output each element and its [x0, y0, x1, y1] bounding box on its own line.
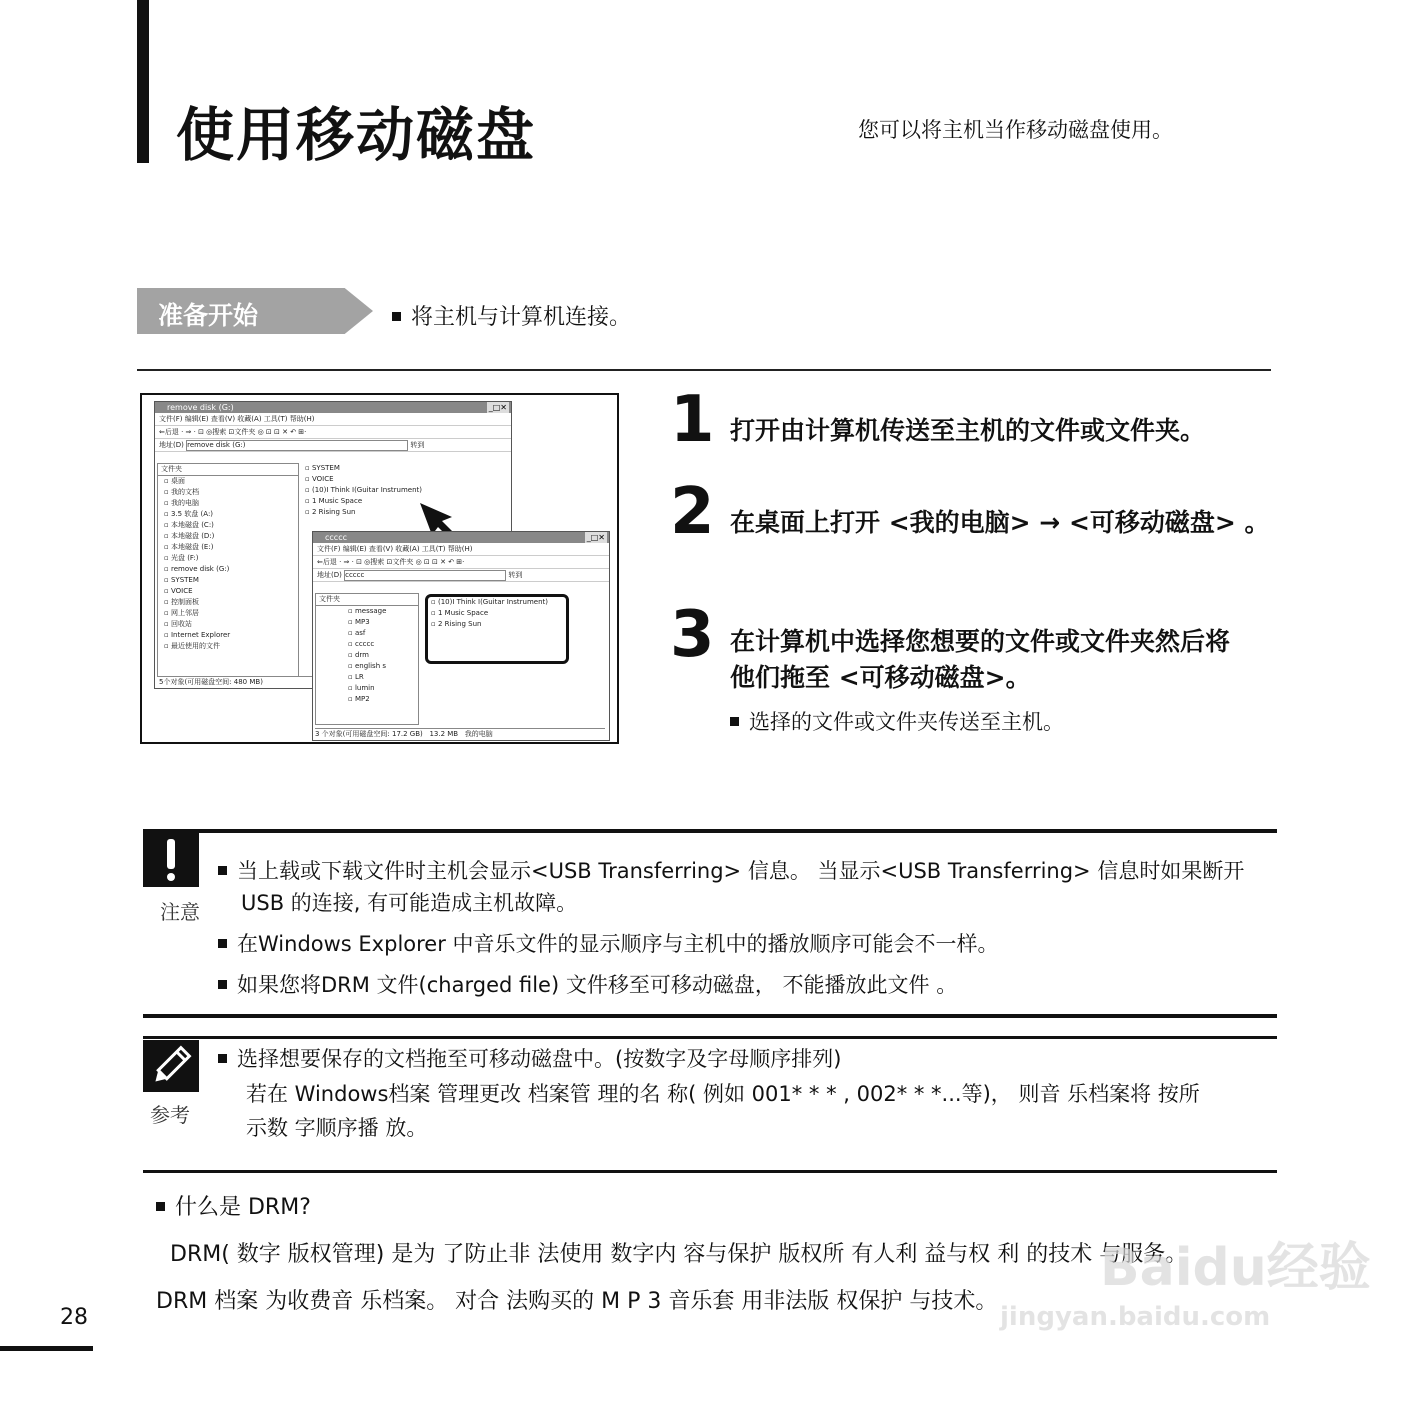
address-input[interactable]: remove disk (G:)	[186, 440, 408, 451]
folders-header: 文件夹	[158, 464, 298, 476]
address-label: 地址(D)	[159, 441, 184, 449]
note-item-text: 如果您将DRM 文件(charged file) 文件移至可移动磁盘， 不能播放此文件 。	[237, 973, 958, 997]
note-item	[218, 929, 999, 959]
reference-text-line2: 若在 Windows档案 管理更改 档案管 理的名 称( 例如 001* * * , 002* * *...等)， 则音 乐档案将 按所	[246, 1082, 1200, 1106]
page-title: 使用移动磁盘	[176, 101, 537, 169]
reference-text: 选择想要保存的文档拖至可移动磁盘中。(按数字及字母顺序排列)	[237, 1047, 842, 1071]
window-title: remove disk (G:)	[167, 403, 234, 412]
title-accent-bar	[137, 0, 149, 163]
step-number: 1	[670, 383, 715, 457]
list-item[interactable]: ▫ lumin	[348, 684, 375, 692]
watermark-logo: Baidu经验	[1100, 1238, 1371, 1298]
page-number: 28	[60, 1305, 88, 1330]
reference-label: 参考	[150, 1103, 190, 1127]
list-item[interactable]: ▫ 我的电脑	[164, 499, 199, 507]
note-item-text: 在Windows Explorer 中音乐文件的显示顺序与主机中的播放顺序可能会不一样。	[237, 932, 999, 956]
drm-text-line1: DRM( 数字 版权管理) 是为 了防止非 法使用 数字内 容与保护 版权所 有人利 益与权 利 的技术 与服务。	[170, 1242, 1188, 1267]
list-item[interactable]: ▫ (10)I Think I(Guitar Instrument)	[305, 486, 422, 494]
list-item[interactable]: ▫ 2 Rising Sun	[431, 620, 482, 628]
folder-tree	[158, 476, 298, 652]
status-bar: 5个对象(可用磁盘空间: 480 MB)	[157, 676, 499, 688]
folder-tree	[316, 606, 418, 705]
drm-text-line2: DRM 档案 为收费音 乐档案。 对合 法购买的 M P 3 音乐套 用非法版 权保护 与技术。	[156, 1289, 998, 1314]
list-item[interactable]: ▫ 1 Music Space	[431, 609, 489, 617]
prep-tag-label: 准备开始	[158, 301, 259, 330]
prep-instruction	[392, 300, 631, 331]
status-size: 13.2 MB	[429, 730, 459, 738]
list-item[interactable]: ▫ 我的文档	[164, 488, 199, 496]
status-location: 我的电脑	[464, 730, 493, 738]
list-item[interactable]: ▫ 网上邻居	[164, 609, 199, 617]
list-item[interactable]: ▫ MP2	[348, 695, 370, 703]
reference-item	[218, 1044, 841, 1074]
note-bottom-rule	[143, 1014, 1277, 1018]
step-text: 他们拖至 <可移动磁盘>。	[730, 663, 1031, 692]
step-subnote-text: 选择的文件或文件夹传送至主机。	[749, 710, 1064, 734]
note-top-rule	[143, 829, 1277, 833]
step-text: 在计算机中选择您想要的文件或文件夹然后将	[730, 627, 1231, 656]
pencil-icon	[143, 1040, 199, 1092]
list-item[interactable]: ▫ 本地磁盘 (C:)	[164, 521, 214, 529]
folder-tree-pane	[157, 463, 299, 677]
step-text: 打开由计算机传送至主机的文件或文件夹。	[730, 416, 1206, 445]
list-item[interactable]: ▫ remove disk (G:)	[164, 565, 230, 573]
bullet-icon	[392, 312, 401, 321]
list-item[interactable]: ▫ (10)I Think I(Guitar Instrument)	[431, 598, 548, 606]
list-item[interactable]: ▫ 回收站	[164, 620, 192, 628]
address-bar[interactable]	[313, 569, 609, 582]
window-title: ccccc	[325, 533, 347, 542]
list-item[interactable]: ▫ 最近使用的文件	[164, 642, 220, 650]
note-item	[218, 856, 1244, 886]
list-item[interactable]: ▫ 本地磁盘 (D:)	[164, 532, 215, 540]
step-text: 在桌面上打开 <我的电脑> → <可移动磁盘> 。	[730, 508, 1270, 537]
window-controls[interactable]: _□✕	[586, 533, 605, 542]
step-number: 2	[670, 475, 715, 549]
list-item[interactable]: ▫ 光盘 (F:)	[164, 554, 199, 562]
list-item[interactable]: ▫ MP3	[348, 618, 370, 626]
note-item-continued: USB 的连接, 有可能造成主机故障。	[241, 891, 578, 915]
note-item	[218, 970, 957, 1000]
reference-text-line3: 示数 字顺序播 放。	[246, 1116, 428, 1140]
watermark-url: jingyan.baidu.com	[1000, 1302, 1271, 1332]
bullet-icon	[156, 1202, 165, 1211]
list-item[interactable]: ▫ LR	[348, 673, 364, 681]
window-titlebar	[155, 402, 511, 413]
reference-bottom-rule	[143, 1170, 1277, 1173]
bullet-icon	[218, 939, 227, 948]
window-controls[interactable]: _□✕	[488, 403, 507, 412]
list-item[interactable]: ▫ ccccc	[348, 640, 375, 648]
folder-tree-pane	[315, 593, 419, 725]
go-button[interactable]: 转到	[508, 571, 523, 579]
bullet-icon	[218, 1054, 227, 1063]
address-label: 地址(D)	[317, 571, 342, 579]
note-item-text: 当上载或下载文件时主机会显示<USB Transferring> 信息。 当显示<USB Transferring> 信息时如果断开	[237, 859, 1245, 883]
list-item[interactable]: ▫ 1 Music Space	[305, 497, 363, 505]
file-list	[428, 597, 566, 630]
reference-top-rule	[143, 1036, 1277, 1039]
list-item[interactable]: ▫ Internet Explorer	[164, 631, 231, 639]
address-bar[interactable]	[155, 439, 511, 452]
prep-instruction-text: 将主机与计算机连接。	[411, 305, 632, 330]
toolbar[interactable]: ⇐后退 · ⇒ · ⊡ ◎搜索 ⊡文件夹 ◎ ⊡ ⊡ ✕ ↶ ⊞·	[313, 556, 609, 569]
list-item[interactable]: ▫ drm	[348, 651, 369, 659]
menu-bar[interactable]: 文件(F) 编辑(E) 查看(V) 收藏(A) 工具(T) 帮助(H)	[155, 413, 511, 426]
list-item[interactable]: ▫ 3.5 软盘 (A:)	[164, 510, 214, 518]
list-item[interactable]: ▫ VOICE	[305, 475, 334, 483]
section-divider	[137, 369, 1271, 371]
bullet-icon	[730, 717, 739, 726]
list-item[interactable]: ▫ 本地磁盘 (E:)	[164, 543, 214, 551]
drop-target-highlight	[425, 594, 569, 664]
explorer-window-ccccc	[312, 531, 610, 741]
menu-bar[interactable]: 文件(F) 编辑(E) 查看(V) 收藏(A) 工具(T) 帮助(H)	[313, 543, 609, 556]
step-subnote	[730, 706, 1064, 736]
explorer-screenshot	[140, 393, 619, 744]
list-item[interactable]: ▫ SYSTEM	[305, 464, 340, 472]
list-item[interactable]: ▫ 2 Rising Sun	[305, 508, 356, 516]
bullet-icon	[218, 866, 227, 875]
address-input[interactable]: ccccc	[344, 570, 506, 581]
exclamation-icon	[143, 831, 199, 887]
status-bar	[315, 728, 605, 740]
list-item[interactable]: ▫ message	[348, 607, 387, 615]
drm-heading	[156, 1193, 311, 1223]
list-item[interactable]: ▫ asf	[348, 629, 366, 637]
page-subtitle: 您可以将主机当作移动磁盘使用。	[858, 118, 1173, 142]
list-item[interactable]: ▫ VOICE	[164, 587, 193, 595]
page-number-rule	[0, 1346, 93, 1351]
folders-header: 文件夹	[316, 594, 418, 606]
list-item[interactable]: ▫ 桌面	[164, 477, 185, 485]
list-item[interactable]: ▫ SYSTEM	[164, 576, 199, 584]
window-titlebar	[313, 532, 609, 543]
drm-heading-text: 什么是 DRM?	[175, 1195, 311, 1220]
go-button[interactable]: 转到	[410, 441, 425, 449]
list-item[interactable]: ▫ 控制面板	[164, 598, 199, 606]
list-item[interactable]: ▫ english s	[348, 662, 387, 670]
step-number: 3	[670, 598, 715, 672]
toolbar[interactable]: ⇐后退 · ⇒ · ⊡ ◎搜索 ⊡文件夹 ◎ ⊡ ⊡ ✕ ↶ ⊞·	[155, 426, 511, 439]
status-objects: 3 个对象(可用磁盘空间: 17.2 GB)	[315, 730, 423, 738]
bullet-icon	[218, 980, 227, 989]
note-label: 注意	[160, 900, 200, 924]
